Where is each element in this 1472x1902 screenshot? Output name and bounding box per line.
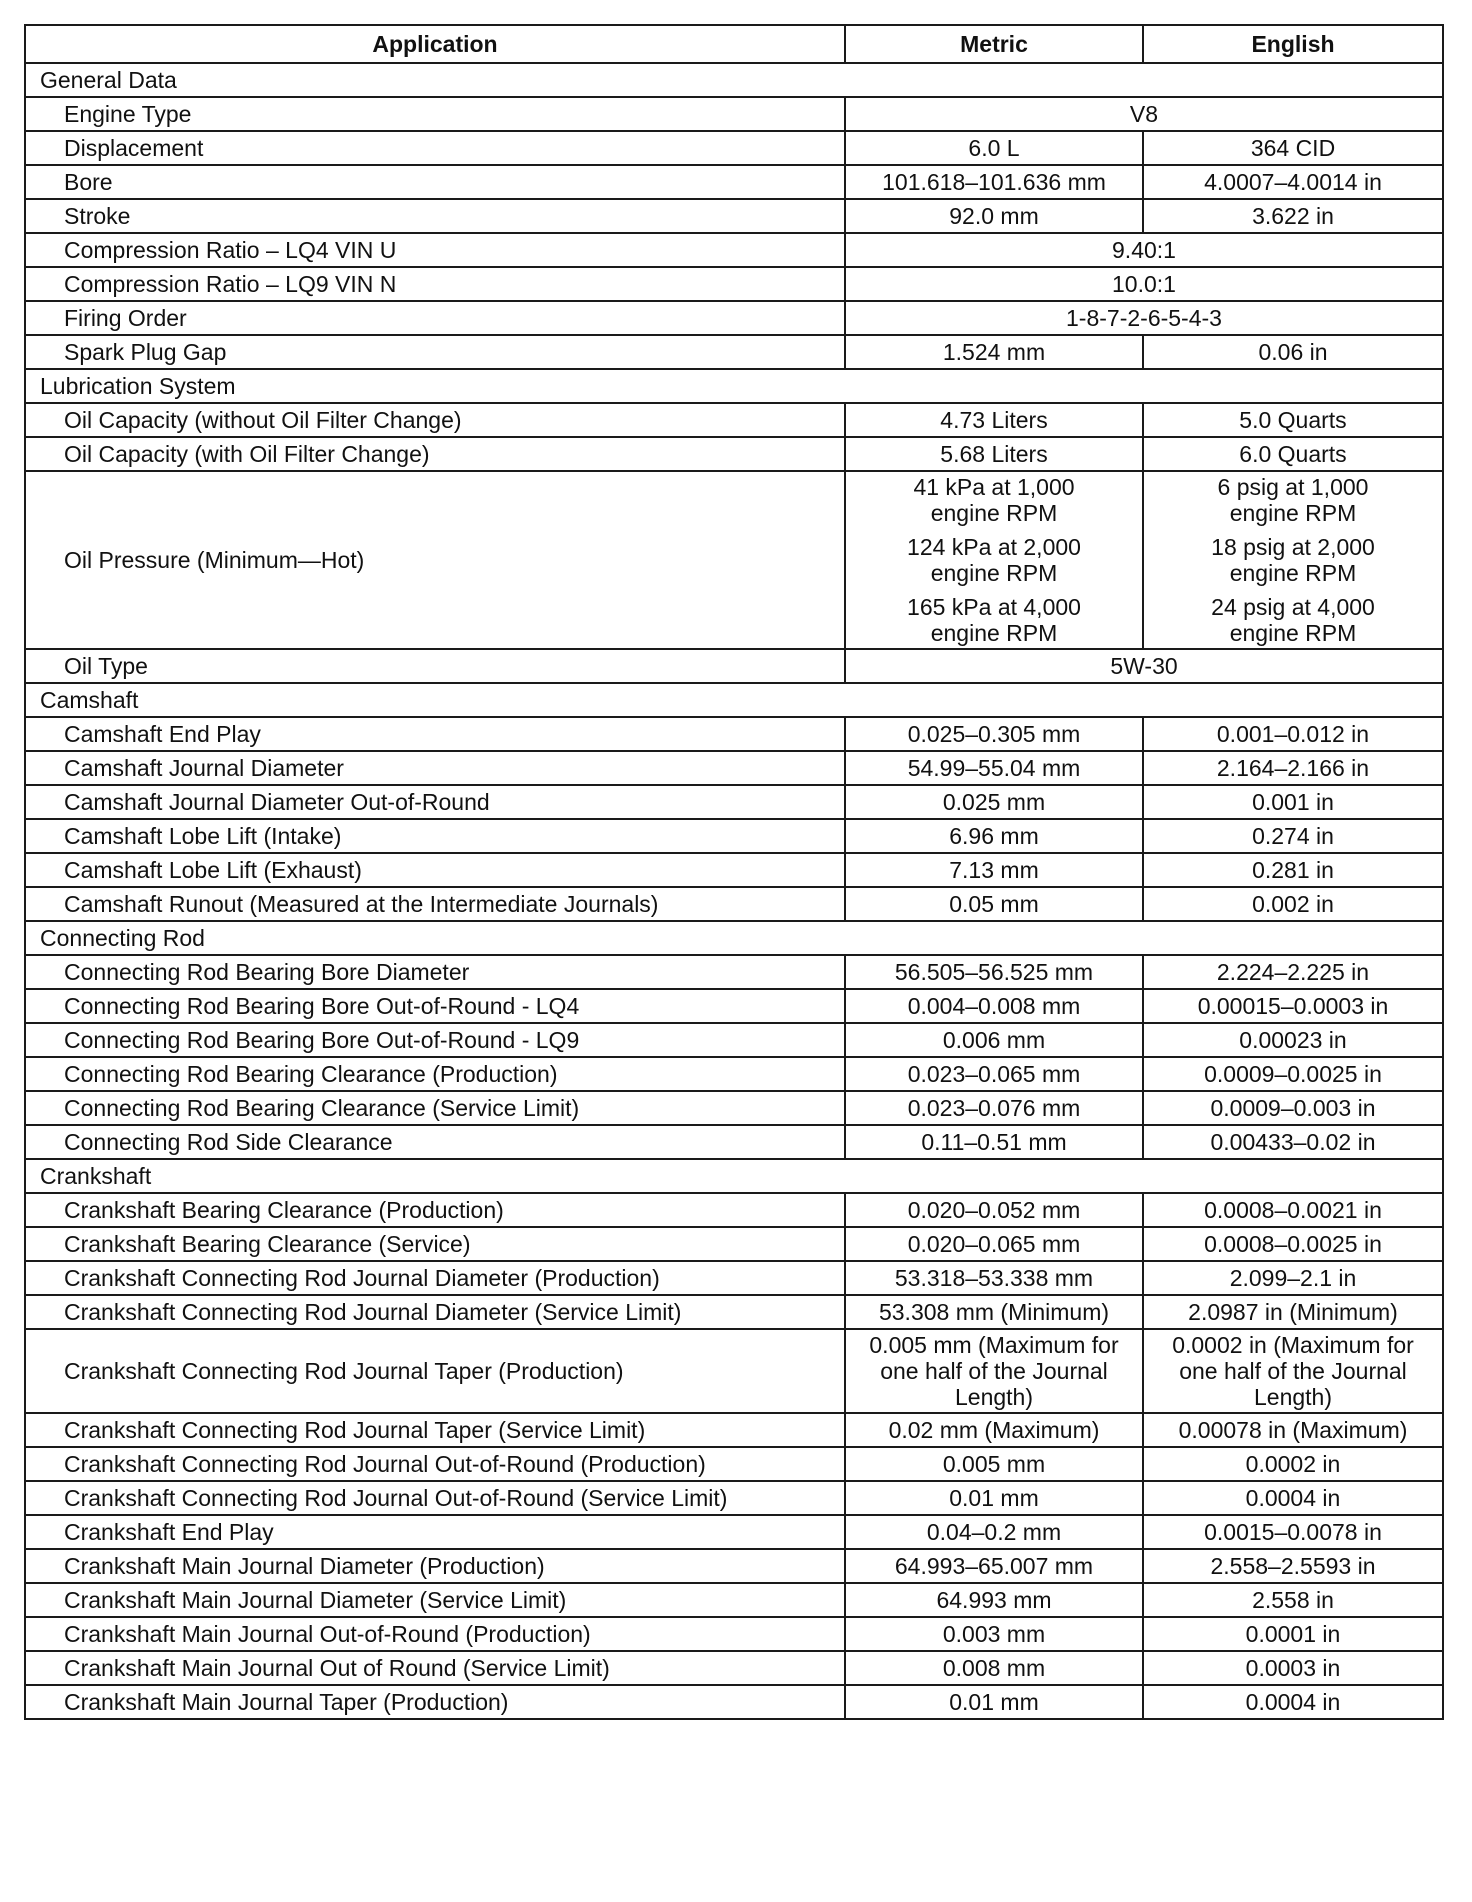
row-label: Crankshaft Connecting Rod Journal Out-of-Round (Production) [25,1447,845,1481]
row-english: 0.274 in [1143,819,1443,853]
row-label: Crankshaft Main Journal Out of Round (Service Limit) [25,1651,845,1685]
table-row [25,233,1443,267]
row-label: Bore [25,165,845,199]
row-label: Crankshaft Connecting Rod Journal Diameter (Service Limit) [25,1295,845,1329]
row-metric: 6.0 L [845,131,1143,165]
row-metric: 64.993–65.007 mm [845,1549,1143,1583]
section-row [25,683,1443,717]
row-metric: 54.99–55.04 mm [845,751,1143,785]
table-row [25,1227,1443,1261]
oil-pressure-english-line: 24 psig at 4,000 [1211,594,1375,620]
row-value: 5W-30 [845,649,1443,683]
row-english: 0.00078 in (Maximum) [1143,1413,1443,1447]
table-row [25,1583,1443,1617]
row-metric: 92.0 mm [845,199,1143,233]
table-row [25,717,1443,751]
row-english: 0.0015–0.0078 in [1143,1515,1443,1549]
row-label: Camshaft Lobe Lift (Exhaust) [25,853,845,887]
row-metric: 64.993 mm [845,1583,1143,1617]
row-label: Connecting Rod Side Clearance [25,1125,845,1159]
row-metric: 0.023–0.065 mm [845,1057,1143,1091]
table-row [25,1651,1443,1685]
row-english: 3.622 in [1143,199,1443,233]
row-metric: 0.003 mm [845,1617,1143,1651]
row-label: Engine Type [25,97,845,131]
row-label: Crankshaft End Play [25,1515,845,1549]
row-english: 2.558–2.5593 in [1143,1549,1443,1583]
row-metric: 0.020–0.065 mm [845,1227,1143,1261]
row-metric: 0.025 mm [845,785,1143,819]
row-value: 9.40:1 [845,233,1443,267]
table-row [25,1329,1443,1413]
row-label: Camshaft Journal Diameter Out-of-Round [25,785,845,819]
row-label: Firing Order [25,301,845,335]
table-row [25,853,1443,887]
row-label: Stroke [25,199,845,233]
table-header-row [25,25,1443,63]
table-row [25,989,1443,1023]
table-row [25,1023,1443,1057]
oil-pressure-english-line: engine RPM [1229,500,1357,526]
section-row [25,921,1443,955]
row-label: Camshaft Lobe Lift (Intake) [25,819,845,853]
row-label: Crankshaft Connecting Rod Journal Taper (Production) [25,1329,845,1413]
table-row [25,1447,1443,1481]
row-english: 2.164–2.166 in [1143,751,1443,785]
row-metric: 0.004–0.008 mm [845,989,1143,1023]
row-metric: 0.02 mm (Maximum) [845,1413,1143,1447]
oil-pressure-metric-line: engine RPM [930,560,1058,586]
table-row [25,1617,1443,1651]
oil-pressure-english-line: 6 psig at 1,000 [1217,474,1369,500]
row-english: 0.0004 in [1143,1685,1443,1719]
table-row [25,1685,1443,1719]
table-row [25,1261,1443,1295]
row-metric: 0.11–0.51 mm [845,1125,1143,1159]
row-english: 6.0 Quarts [1143,437,1443,471]
row-english: 0.00023 in [1143,1023,1443,1057]
table-row [25,649,1443,683]
section-lubrication-system: Lubrication System [25,369,1443,403]
section-row [25,63,1443,97]
row-label: Spark Plug Gap [25,335,845,369]
row-metric: 0.005 mm [845,1447,1143,1481]
row-english: 0.0008–0.0025 in [1143,1227,1443,1261]
section-row [25,1159,1443,1193]
row-metric: 0.006 mm [845,1023,1143,1057]
oil-pressure-english-line: 18 psig at 2,000 [1211,534,1375,560]
oil-pressure-english-line: engine RPM [1229,560,1357,586]
row-label: Oil Pressure (Minimum—Hot) [25,471,845,649]
oil-pressure-metric-line: 165 kPa at 4,000 [907,594,1081,620]
row-english: 5.0 Quarts [1143,403,1443,437]
table-row [25,199,1443,233]
row-metric: 0.04–0.2 mm [845,1515,1143,1549]
row-english: 4.0007–4.0014 in [1143,165,1443,199]
table-row [25,1413,1443,1447]
table-row [25,1515,1443,1549]
header-application: Application [25,25,845,63]
row-label: Connecting Rod Bearing Clearance (Production) [25,1057,845,1091]
row-metric: 5.68 Liters [845,437,1143,471]
row-english: 364 CID [1143,131,1443,165]
row-metric: 6.96 mm [845,819,1143,853]
table-row [25,819,1443,853]
row-metric: 53.308 mm (Minimum) [845,1295,1143,1329]
row-metric: 0.005 mm (Maximum for one half of the Journal Length) [845,1329,1143,1413]
table-row [25,437,1443,471]
row-metric: 4.73 Liters [845,403,1143,437]
row-label: Crankshaft Connecting Rod Journal Diameter (Production) [25,1261,845,1295]
oil-pressure-metric-line: engine RPM [930,500,1058,526]
row-english: 2.099–2.1 in [1143,1261,1443,1295]
oil-pressure-english [1143,471,1443,649]
row-english: 0.0008–0.0021 in [1143,1193,1443,1227]
row-metric: 0.023–0.076 mm [845,1091,1143,1125]
row-english: 0.06 in [1143,335,1443,369]
row-label: Crankshaft Main Journal Taper (Production) [25,1685,845,1719]
row-value: 1-8-7-2-6-5-4-3 [845,301,1443,335]
row-label: Crankshaft Main Journal Diameter (Production) [25,1549,845,1583]
row-label: Crankshaft Connecting Rod Journal Out-of-Round (Service Limit) [25,1481,845,1515]
row-english: 0.0009–0.0025 in [1143,1057,1443,1091]
table-row [25,267,1443,301]
row-english: 0.00433–0.02 in [1143,1125,1443,1159]
row-english: 0.0001 in [1143,1617,1443,1651]
row-english: 0.001 in [1143,785,1443,819]
header-metric: Metric [845,25,1143,63]
table-row [25,1193,1443,1227]
section-row [25,369,1443,403]
spec-sheet [24,24,1442,1720]
oil-pressure-metric-line: 124 kPa at 2,000 [907,534,1081,560]
section-connecting-rod: Connecting Rod [25,921,1443,955]
row-label: Camshaft Journal Diameter [25,751,845,785]
row-label: Crankshaft Bearing Clearance (Production) [25,1193,845,1227]
row-label: Displacement [25,131,845,165]
row-metric: 7.13 mm [845,853,1143,887]
row-label: Crankshaft Main Journal Diameter (Service Limit) [25,1583,845,1617]
row-label: Oil Type [25,649,845,683]
row-english: 0.0004 in [1143,1481,1443,1515]
table-row [25,471,1443,649]
table-row [25,1481,1443,1515]
row-english: 0.002 in [1143,887,1443,921]
table-row [25,301,1443,335]
table-row [25,785,1443,819]
table-row [25,1057,1443,1091]
spec-table [24,24,1444,1720]
table-row [25,1091,1443,1125]
row-metric: 0.025–0.305 mm [845,717,1143,751]
row-label: Camshaft End Play [25,717,845,751]
table-row [25,335,1443,369]
table-row [25,403,1443,437]
row-label: Crankshaft Main Journal Out-of-Round (Production) [25,1617,845,1651]
row-label: Oil Capacity (without Oil Filter Change) [25,403,845,437]
table-row [25,131,1443,165]
row-metric: 0.020–0.052 mm [845,1193,1143,1227]
section-crankshaft: Crankshaft [25,1159,1443,1193]
table-row [25,887,1443,921]
table-row [25,955,1443,989]
table-row [25,97,1443,131]
row-english: 0.281 in [1143,853,1443,887]
oil-pressure-english-line: engine RPM [1229,620,1357,646]
row-metric: 56.505–56.525 mm [845,955,1143,989]
row-value: V8 [845,97,1443,131]
row-metric: 53.318–53.338 mm [845,1261,1143,1295]
oil-pressure-metric [845,471,1143,649]
row-label: Compression Ratio – LQ9 VIN N [25,267,845,301]
row-english: 0.0009–0.003 in [1143,1091,1443,1125]
row-metric: 0.01 mm [845,1685,1143,1719]
row-metric: 0.01 mm [845,1481,1143,1515]
oil-pressure-metric-line: engine RPM [930,620,1058,646]
table-row [25,1125,1443,1159]
row-label: Connecting Rod Bearing Bore Diameter [25,955,845,989]
row-english: 0.00015–0.0003 in [1143,989,1443,1023]
row-label: Connecting Rod Bearing Bore Out-of-Round - LQ9 [25,1023,845,1057]
row-value: 10.0:1 [845,267,1443,301]
row-english: 2.558 in [1143,1583,1443,1617]
row-label: Crankshaft Bearing Clearance (Service) [25,1227,845,1261]
row-metric: 0.008 mm [845,1651,1143,1685]
row-label: Oil Capacity (with Oil Filter Change) [25,437,845,471]
row-english: 0.0002 in (Maximum for one half of the Journal Length) [1143,1329,1443,1413]
row-english: 0.001–0.012 in [1143,717,1443,751]
oil-pressure-metric-line: 41 kPa at 1,000 [913,474,1075,500]
table-row [25,165,1443,199]
section-camshaft: Camshaft [25,683,1443,717]
row-english: 0.0002 in [1143,1447,1443,1481]
row-label: Connecting Rod Bearing Bore Out-of-Round - LQ4 [25,989,845,1023]
row-label: Crankshaft Connecting Rod Journal Taper (Service Limit) [25,1413,845,1447]
header-english: English [1143,25,1443,63]
row-label: Camshaft Runout (Measured at the Intermediate Journals) [25,887,845,921]
row-metric: 0.05 mm [845,887,1143,921]
row-label: Connecting Rod Bearing Clearance (Service Limit) [25,1091,845,1125]
row-english: 2.224–2.225 in [1143,955,1443,989]
row-english: 0.0003 in [1143,1651,1443,1685]
table-row [25,1549,1443,1583]
row-metric: 101.618–101.636 mm [845,165,1143,199]
table-row [25,751,1443,785]
row-label: Compression Ratio – LQ4 VIN U [25,233,845,267]
row-metric: 1.524 mm [845,335,1143,369]
table-row [25,1295,1443,1329]
section-general-data: General Data [25,63,1443,97]
row-english: 2.0987 in (Minimum) [1143,1295,1443,1329]
